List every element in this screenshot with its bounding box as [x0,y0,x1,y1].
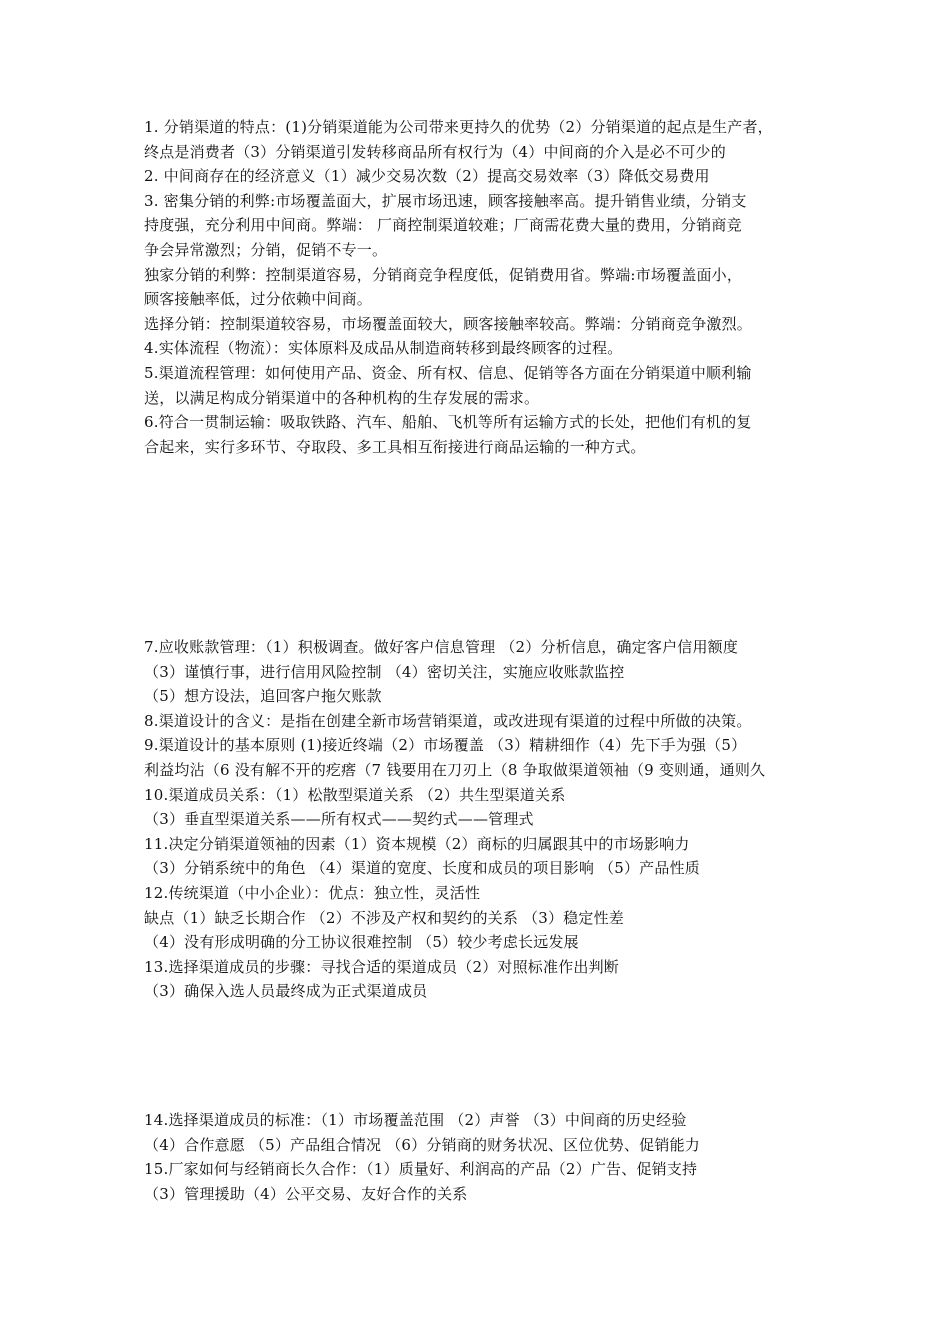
text-section-3 [144,1108,816,1206]
text-line: 15.厂家如何与经销商长久合作：（1）质量好、利润高的产品（2）广告、促销支持 [144,1160,698,1179]
text-line: 送，以满足构成分销渠道中的各种机构的生存发展的需求。 [144,388,540,407]
text-line: 利益均沾（6 没有解不开的疙瘩（7 钱要用在刀刃上（8 争取做渠道领袖（9 变则通，通则久 [144,760,766,779]
text-line: 持度强，充分利用中间商。弊端： 厂商控制渠道较难；厂商需花费大量的费用，分销商竞 [144,216,742,235]
text-line: 12.传统渠道（中小企业）：优点：独立性，灵活性 [144,883,481,902]
text-line: （3）确保入选人员最终成为正式渠道成员 [144,982,428,1001]
text-line: 13.选择渠道成员的步骤：寻找合适的渠道成员（2）对照标准作出判断 [144,957,620,976]
text-line: 9.渠道设计的基本原则 (1)接近终端（2）市场覆盖 （3）精耕细作（4）先下手为强（5） [144,736,747,755]
text-line: 2. 中间商存在的经济意义（1）减少交易次数（2）提高交易效率（3）降低交易费用 [144,167,710,186]
text-line: 8.渠道设计的含义：是指在创建全新市场营销渠道，或改进现有渠道的过程中所做的决策。 [144,711,752,730]
text-line: 3. 密集分销的利弊:市场覆盖面大，扩展市场迅速，顾客接触率高。提升销售业绩，分销支 [144,191,747,210]
text-line: （3）管理援助（4）公平交易、友好合作的关系 [144,1184,468,1203]
text-line: （4）没有形成明确的分工协议很难控制 （5）较少考虑长远发展 [144,933,579,952]
text-line: 终点是消费者（3）分销渠道引发转移商品所有权行为（4）中间商的介入是必不可少的 [144,142,726,161]
text-line: 7.应收账款管理：（1）积极调查。做好客户信息管理 （2）分析信息，确定客户信用额度 [144,638,739,656]
text-line: 缺点（1）缺乏长期合作 （2）不涉及产权和契约的关系 （3）稳定性差 [144,908,624,927]
text-section-2 [144,635,816,1004]
text-line: 5.渠道流程管理：如何使用产品、资金、所有权、信息、促销等各方面在分销渠道中顺利输 [144,363,752,382]
text-line: 合起来，实行多环节、夺取段、多工具相互衔接进行商品运输的一种方式。 [144,437,646,456]
text-line: 独家分销的利弊：控制渠道容易，分销商竞争程度低，促销费用省。弊端:市场覆盖面小， [144,265,743,284]
text-line: 选择分销：控制渠道较容易，市场覆盖面较大，顾客接触率较高。弊端：分销商竞争激烈。 [144,314,753,333]
text-section-1 [144,115,816,459]
text-line: （4）合作意愿 （5）产品组合情况 （6）分销商的财务状况、区位优势、促销能力 [144,1135,700,1154]
text-line: （5）想方设法，追回客户拖欠账款 [144,687,382,706]
text-line: 顾客接触率低，过分依赖中间商。 [144,290,373,309]
text-line: 4.实体流程（物流）：实体原料及成品从制造商转移到最终顾客的过程。 [144,339,623,358]
text-line: 10.渠道成员关系：（1）松散型渠道关系 （2）共生型渠道关系 [144,785,566,804]
text-line: （3）垂直型渠道关系——所有权式——契约式——管理式 [144,810,534,829]
text-line: （3）谨慎行事，进行信用风险控制 （4）密切关注，实施应收账款监控 [144,662,625,681]
text-line: 1. 分销渠道的特点：(1)分销渠道能为公司带来更持久的优势（2）分销渠道的起点是生产者， [144,118,773,136]
text-line: 争会异常激烈；分销，促销不专一。 [144,240,388,259]
text-line: （3）分销系统中的角色 （4）渠道的宽度、长度和成员的项目影响 （5）产品性质 [144,859,700,878]
text-line: 11.决定分销渠道领袖的因素（1）资本规模（2）商标的归属跟其中的市场影响力 [144,834,690,853]
text-line: 14.选择渠道成员的标准：（1）市场覆盖范围 （2）声誉 （3）中间商的历史经验 [144,1111,687,1129]
text-line: 6.符合一贯制运输：吸取铁路、汽车、船舶、飞机等所有运输方式的长处，把他们有机的复 [144,413,752,432]
